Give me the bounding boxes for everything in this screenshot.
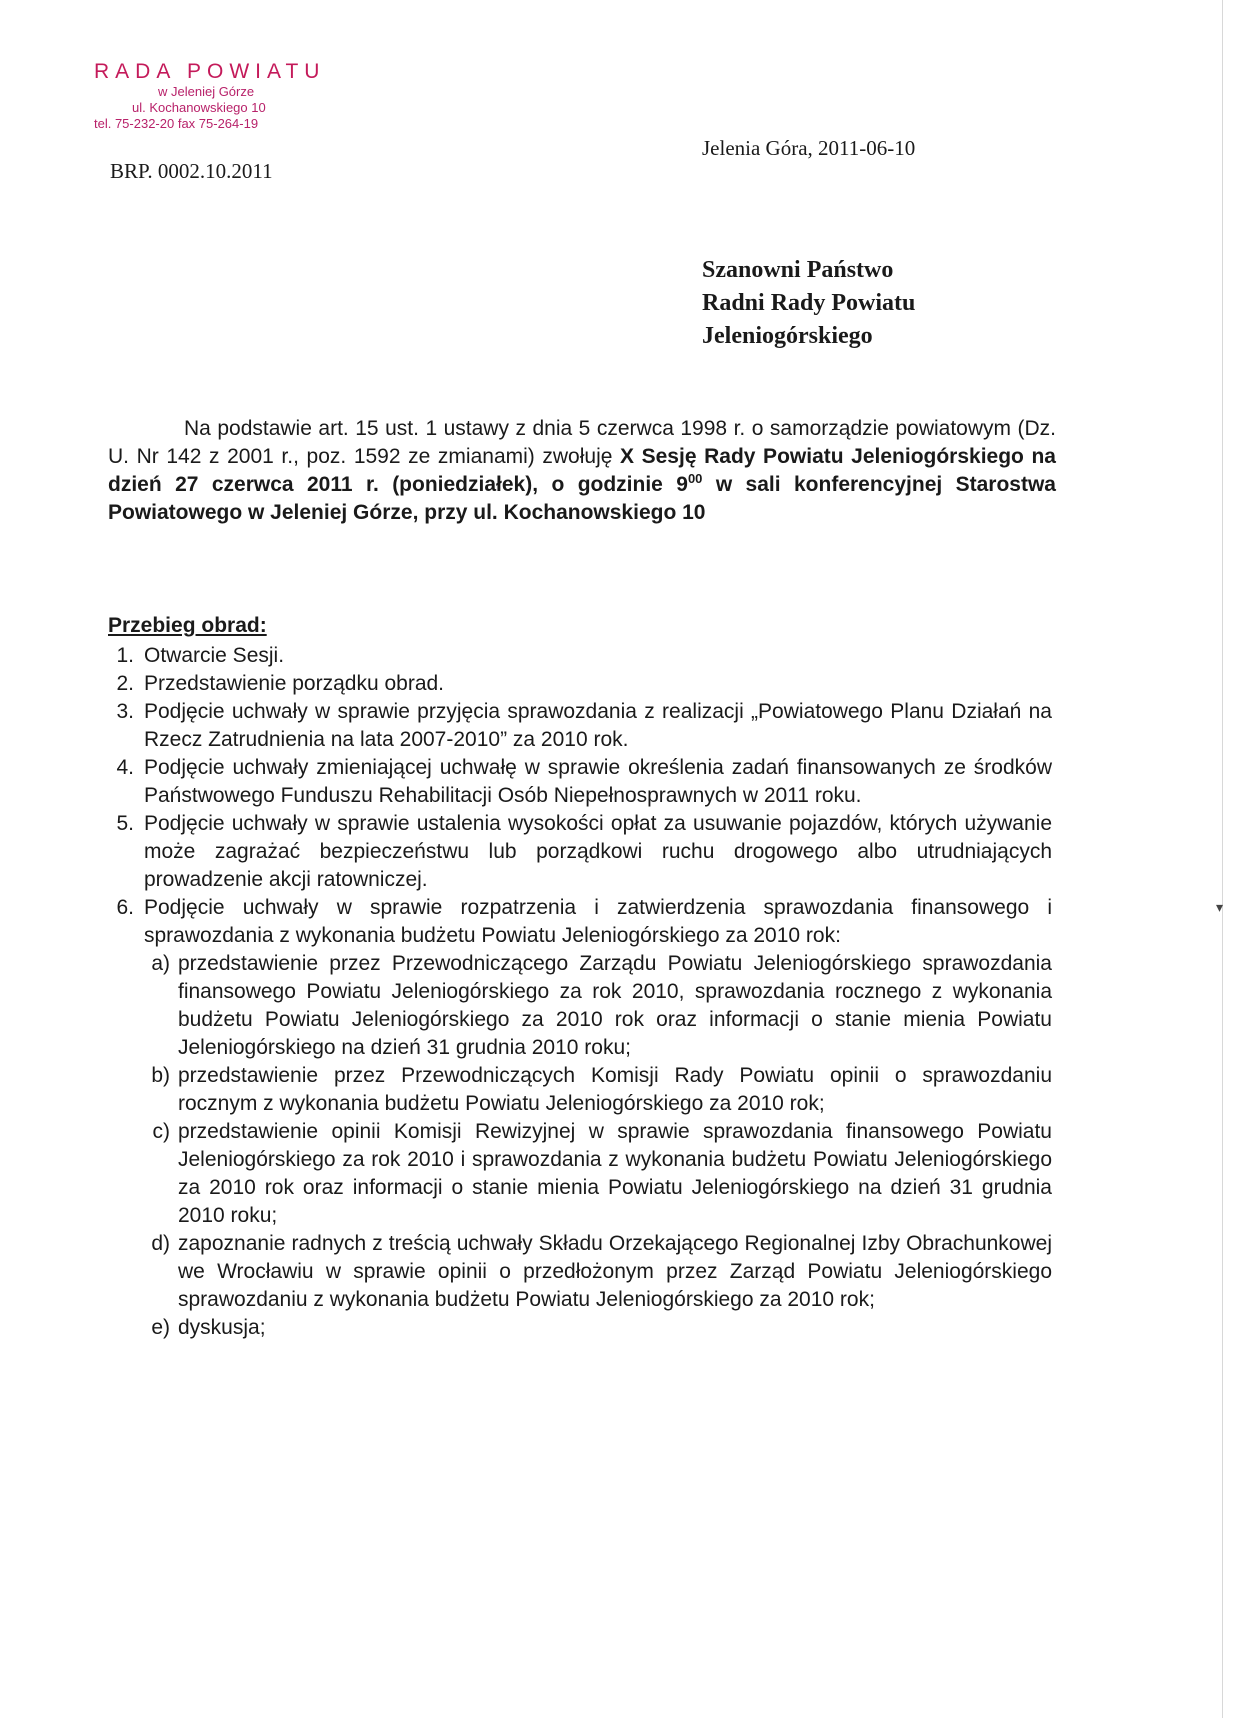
agenda-item-number: 1. [116,644,134,667]
stamp-street: ul. Kochanowskiego 10 [132,100,266,115]
agenda-list [104,642,1052,1342]
session-venue: w sali konferencyjnej Starostwa Powiatowego w Jeleniej Górze, przy ul. Kochanowskiego 10 [108,473,1056,524]
stamp-phone: tel. 75-232-20 fax 75-264-19 [94,116,259,131]
agenda-subitem-letter: d) [151,1232,170,1255]
agenda-item-number: 2. [116,672,134,695]
agenda-item-number: 3. [116,700,134,723]
agenda-subitem-letter: c) [152,1120,170,1143]
agenda-subitem-text: przedstawienie opinii Komisji Rewizyjnej w sprawie sprawozdania finansowego Powiatu Jeleniogórskiego za rok 2010 i sprawozdania z wykonania budżetu Powiatu Jeleniogórskiego za 2010 rok oraz informacji o stanie mienia Powiatu Jeleniogórskiego na dzień 31 grudnia 2010 roku; [178,1120,1052,1227]
agenda-subitem [140,1314,1052,1342]
agenda-item-number: 4. [116,756,134,779]
time-minutes-superscript: 00 [687,471,703,486]
scan-margin-mark: ▾ [1216,899,1224,915]
agenda-item-text: Podjęcie uchwały zmieniającej uchwałę w sprawie określenia zadań finansowanych ze środków Państwowego Funduszu Rehabilitacji Osób Niepełnosprawnych w 2011 roku. [144,756,1052,807]
agenda-item-text: Otwarcie Sesji. [144,644,285,667]
place-and-date: Jelenia Góra, 2011-06-10 [702,136,916,160]
agenda-item [104,698,1052,754]
agenda-subitem [140,1062,1052,1118]
agenda-item-text: Podjęcie uchwały w sprawie ustalenia wysokości opłat za usuwanie pojazdów, których używanie może zagrażać bezpieczeństwu lub porządkowi ruchu drogowego albo utrudniających prowadzenie akcji ratowniczej. [144,812,1052,891]
agenda-subitem-letter: e) [151,1316,170,1339]
agenda-subitem [140,1118,1052,1230]
agenda-item-number: 5. [116,812,134,835]
addressee-line-2: Radni Rady Powiatu [702,290,916,316]
scan-edge-line [1222,0,1223,1718]
agenda-subitem-text: dyskusja; [178,1316,266,1339]
convocation-paragraph [108,415,1056,527]
agenda-subitem-text: przedstawienie przez Przewodniczącego Zarządu Powiatu Jeleniogórskiego sprawozdania finansowego Powiatu Jeleniogórskiego za rok 2010, sprawozdania rocznego z wykonania budżetu Powiatu Jeleniogórskiego za 2010 rok oraz informacji o stanie mienia Powiatu Jeleniogórskiego na dzień 31 grudnia 2010 roku; [178,952,1052,1059]
agenda-subitem [140,1230,1052,1314]
agenda-item [104,642,1052,670]
agenda-item [104,894,1052,1342]
agenda-item [104,810,1052,894]
agenda-subitem-text: przedstawienie przez Przewodniczących Komisji Rady Powiatu opinii o sprawozdaniu rocznym z wykonania budżetu Powiatu Jeleniogórskiego za 2010 rok; [178,1064,1052,1115]
agenda-subitem [140,950,1052,1062]
agenda-subitem-text: zapoznanie radnych z treścią uchwały Składu Orzekającego Regionalnej Izby Obrachunkowej we Wrocławiu w sprawie opinii o przedłożonym przez Zarząd Powiatu Jeleniogórskiego sprawozdaniu z wykonania budżetu Powiatu Jeleniogórskiego za 2010 rok; [178,1232,1052,1311]
agenda-item-text: Przedstawienie porządku obrad. [144,672,445,695]
stamp-city: w Jeleniej Górze [158,84,255,99]
agenda-item-text: Podjęcie uchwały w sprawie przyjęcia sprawozdania z realizacji „Powiatowego Planu Działań na Rzecz Zatrudnienia na lata 2007-2010” za 2010 rok. [144,700,1052,751]
agenda-item [104,754,1052,810]
council-stamp [94,60,384,132]
agenda-subitem-letter: a) [151,952,170,975]
convocation-legal-basis: Na podstawie art. 15 ust. 1 ustawy z dnia 5 czerwca 1998 r. o samorządzie powiatowym (Dz. U. Nr 142 z 2001 r., poz. 1592 ze zmianami) zwołuję [108,417,1056,468]
agenda-item-text: Podjęcie uchwały w sprawie rozpatrzenia i zatwierdzenia sprawozdania finansowego i sprawozdania z wykonania budżetu Powiatu Jeleniogórskiego za 2010 rok: [144,896,1052,947]
agenda-heading: Przebieg obrad: [108,614,267,637]
agenda-item-number: 6. [116,896,134,919]
session-announcement: X Sesję Rady Powiatu Jeleniogórskiego na dzień 27 czerwca 2011 r. (poniedziałek), o godzinie 9 [108,445,1056,496]
agenda-item [104,670,1052,698]
addressee-line-3: Jeleniogórskiego [702,323,873,349]
agenda-subitem-letter: b) [151,1064,170,1087]
stamp-title: RADA POWIATU [94,60,326,83]
reference-number: BRP. 0002.10.2011 [110,159,273,183]
addressee-block [702,254,915,353]
agenda-subitem-list [140,950,1052,1342]
addressee-line-1: Szanowni Państwo [702,257,894,283]
